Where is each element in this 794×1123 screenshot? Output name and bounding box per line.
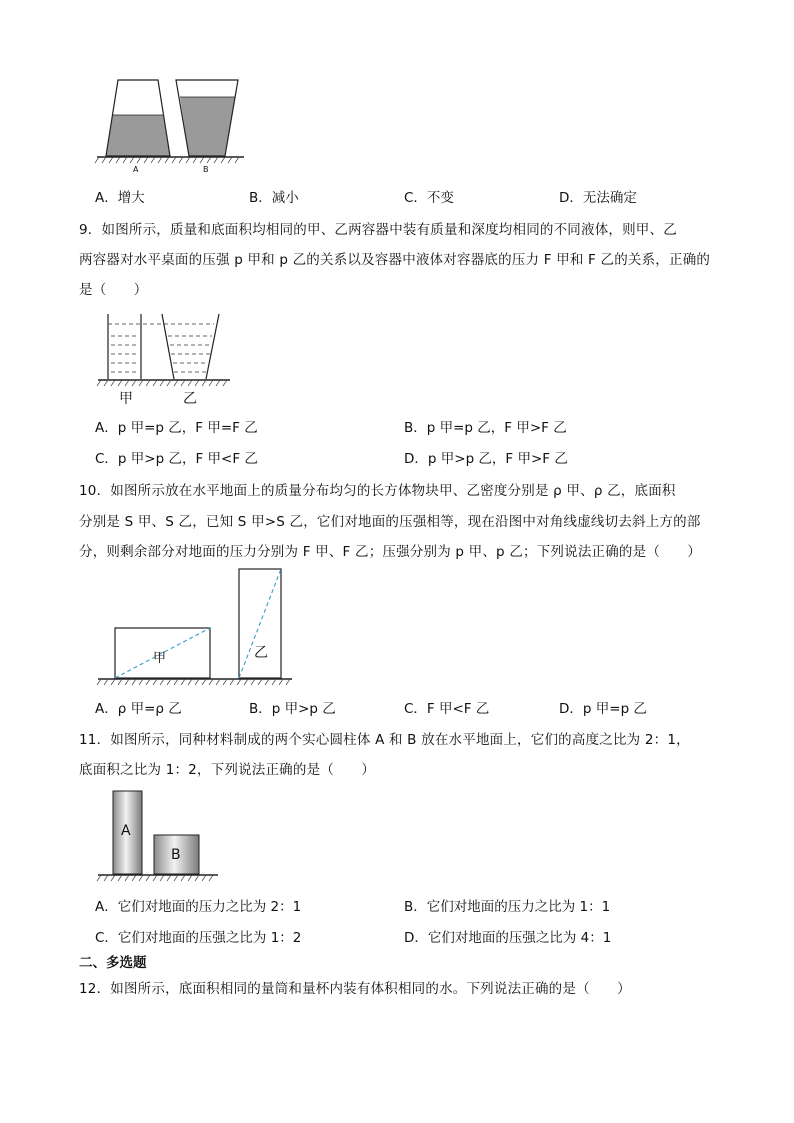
q8-label-a: A [133, 165, 139, 174]
q11-option-a[interactable]: A．它们对地面的压力之比为 2：1 [95, 899, 302, 915]
q12-line-1: 12．如图所示，底面积相同的量筒和量杯内装有体积相同的水。下列说法正确的是（ ） [79, 981, 631, 997]
q9-label-yi: 乙 [183, 391, 197, 407]
q11-option-c[interactable]: C．它们对地面的压强之比为 1：2 [95, 930, 302, 946]
q9-option-c[interactable]: C．p 甲>p 乙，F 甲<F 乙 [95, 451, 258, 467]
q9-line-2: 两容器对水平桌面的压强 p 甲和 p 乙的关系以及容器中液体对容器底的压力 F 甲和 F 乙的关系，正确的 [79, 252, 711, 268]
q11-option-d[interactable]: D．它们对地面的压强之比为 4：1 [404, 930, 612, 946]
q8-label-b: B [203, 165, 209, 174]
q9-label-jia: 甲 [119, 391, 133, 407]
q10-line-2: 分别是 S 甲、S 乙，已知 S 甲>S 乙，它们对地面的压强相等，现在沿图中对角线虚线切去斜上方的部 [79, 514, 701, 530]
q8-option-b[interactable]: B．减小 [249, 190, 299, 206]
section-title: 二、多选题 [79, 955, 147, 971]
q10-label-jia: 甲 [153, 651, 167, 666]
q10-option-d[interactable]: D．p 甲=p 乙 [559, 701, 647, 717]
q9-option-d[interactable]: D．p 甲>p 乙，F 甲>F 乙 [404, 451, 568, 467]
q9-option-b[interactable]: B．p 甲=p 乙，F 甲>F 乙 [404, 420, 567, 436]
q10-line-1: 10．如图所示放在水平地面上的质量分布均匀的长方体物块甲、乙密度分别是 ρ 甲、ρ 乙，底面积 [79, 483, 676, 499]
q9-option-a[interactable]: A．p 甲=p 乙，F 甲=F 乙 [95, 420, 258, 436]
q10-label-yi: 乙 [254, 645, 268, 661]
q8-option-c[interactable]: C．不变 [404, 190, 454, 206]
q10-line-3: 分，则剩余部分对地面的压力分别为 F 甲、F 乙；压强分别为 p 甲、p 乙；下列说法正确的是（ ） [79, 544, 702, 560]
q10-option-b[interactable]: B．p 甲>p 乙 [249, 701, 336, 717]
q8-option-a[interactable]: A．增大 [95, 190, 145, 206]
q11-label-a: A [121, 823, 131, 839]
q11-line-1: 11．如图所示，同种材料制成的两个实心圆柱体 A 和 B 放在水平地面上，它们的高度之比为 2：1， [79, 732, 690, 748]
q10-option-c[interactable]: C．F 甲<F 乙 [404, 701, 490, 717]
q9-line-1: 9．如图所示，质量和底面积均相同的甲、乙两容器中装有质量和深度均相同的不同液体，则甲、乙 [79, 222, 677, 238]
q10-option-a[interactable]: A．ρ 甲=ρ 乙 [95, 701, 182, 717]
q11-line-2: 底面积之比为 1：2，下列说法正确的是（ ） [79, 762, 376, 778]
q11-option-b[interactable]: B．它们对地面的压力之比为 1：1 [404, 899, 611, 915]
q8-option-d[interactable]: D．无法确定 [559, 190, 637, 206]
q11-label-b: B [171, 847, 181, 863]
q9-line-3: 是（ ） [79, 282, 148, 298]
